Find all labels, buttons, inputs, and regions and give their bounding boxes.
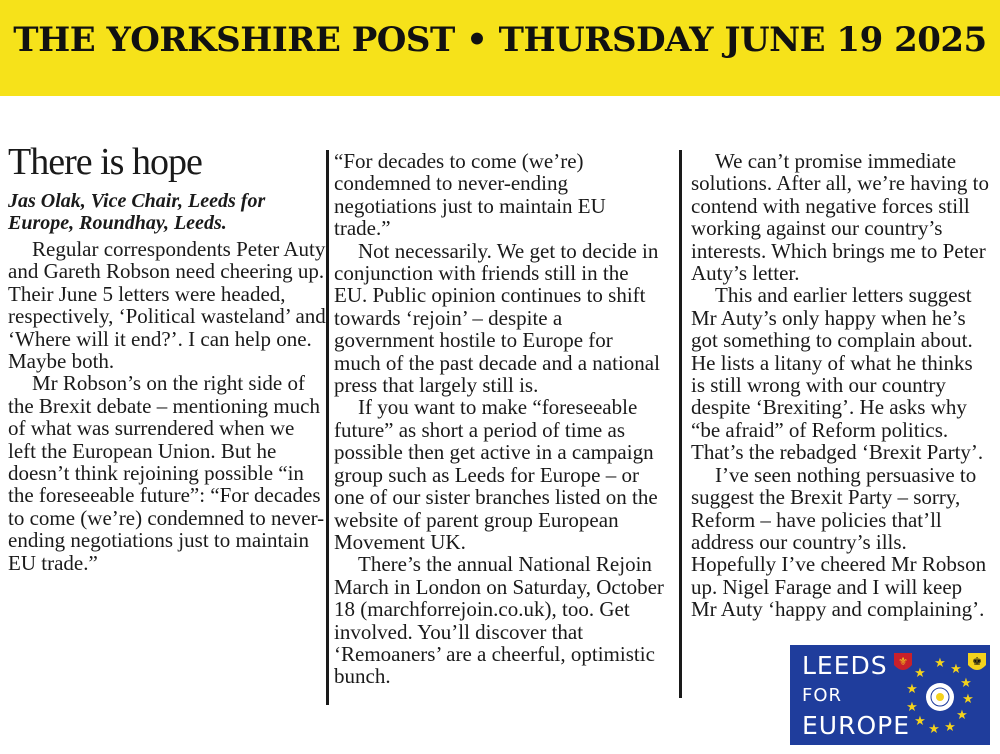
leeds-for-europe-logo <box>790 645 990 745</box>
shield-eagle-icon <box>968 653 986 670</box>
svg-text:★: ★ <box>950 662 962 677</box>
paragraph: “For decades to come (we’re) condemned to never-ending negotiations just to maintain EU trade.” <box>334 149 606 241</box>
yorkshire-rose-icon <box>926 683 954 711</box>
svg-text:★: ★ <box>934 656 946 671</box>
svg-text:★: ★ <box>906 700 918 715</box>
svg-text:★: ★ <box>914 666 926 681</box>
svg-text:★: ★ <box>914 714 926 729</box>
masthead-title: THE YORKSHIRE POST • THURSDAY JUNE 19 2025 <box>13 20 987 60</box>
shield-red-icon <box>894 653 912 670</box>
paragraph: If you want to make “foreseeable future” as short a period of time as possible then get active in a campaign group such as Leeds for Europe – or one of our sister branches listed on the website of parent group European Movement UK. <box>334 395 658 554</box>
svg-text:★: ★ <box>906 682 918 697</box>
logo-word-europe: EUROPE <box>802 711 911 740</box>
svg-text:★: ★ <box>956 708 968 723</box>
svg-text:★: ★ <box>960 676 972 691</box>
logo-word-leeds: LEEDS <box>802 651 888 680</box>
article-column-1 <box>8 140 326 574</box>
article-column-3 <box>691 150 991 621</box>
logo-word-for: FOR <box>802 685 843 706</box>
paragraph: Not necessarily. We get to decide in conjunction with friends still in the EU. Public opinion continues to shift towards ‘rejoin’ – despite a government hostile to Europe for much of the past decade and a national press that largely still is. <box>334 238 660 398</box>
paragraph: We can’t promise immediate solutions. After all, we’re having to contend with negative forces still working against our country’s interests. Which brings me to Peter Auty’s letter. <box>691 149 990 286</box>
svg-text:⚜: ⚜ <box>898 655 908 668</box>
masthead-banner <box>0 0 1000 96</box>
paragraph: There’s the annual National Rejoin March in London on Saturday, October 18 (marchforrejoin.co.uk), too. Get involved. You’ll discover that ‘Remoaners’ are a cheerful, optimistic bunch. <box>334 552 664 689</box>
paragraph: Mr Robson’s on the right side of the Brexit debate – mentioning much of what was surrendered when we left the European Union. But he doesn’t think rejoining possible “in the foreseeable future”: “For decades to come (we’re) condemned to never-ending negotiations just to maintain EU trade.” <box>8 371 325 575</box>
byline: Jas Olak, Vice Chair, Leeds for Europe, Roundhay, Leeds. <box>8 190 266 234</box>
svg-text:★: ★ <box>962 692 974 707</box>
article-column-2 <box>334 150 664 688</box>
paragraph: Regular correspondents Peter Auty and Gareth Robson need cheering up. Their June 5 letters were headed, respectively, ‘Political wasteland’ and ‘Where will it end?’. I can help one. Maybe both. <box>8 237 326 374</box>
paragraph: This and earlier letters suggest Mr Auty’s only happy when he’s got something to complain about. He lists a litany of what he thinks is still wrong with our country despite ‘Brexiting’. He asks why “be afraid” of Reform politics. That’s the rebadged ‘Brexit Party’. <box>691 283 984 465</box>
column-rule <box>679 150 682 698</box>
column-rule <box>326 150 329 705</box>
headline: There is hope <box>8 141 202 183</box>
svg-text:★: ★ <box>944 720 956 735</box>
svg-text:★: ★ <box>928 722 940 737</box>
paragraph: I’ve seen nothing persuasive to suggest the Brexit Party – sorry, Reform – have policies that’ll address our country’s ills. Hopefully I’ve cheered Mr Robson up. Nigel Farage and I will keep Mr Auty ‘happy and complaining’. <box>691 462 987 622</box>
svg-text:♚: ♚ <box>972 655 982 668</box>
